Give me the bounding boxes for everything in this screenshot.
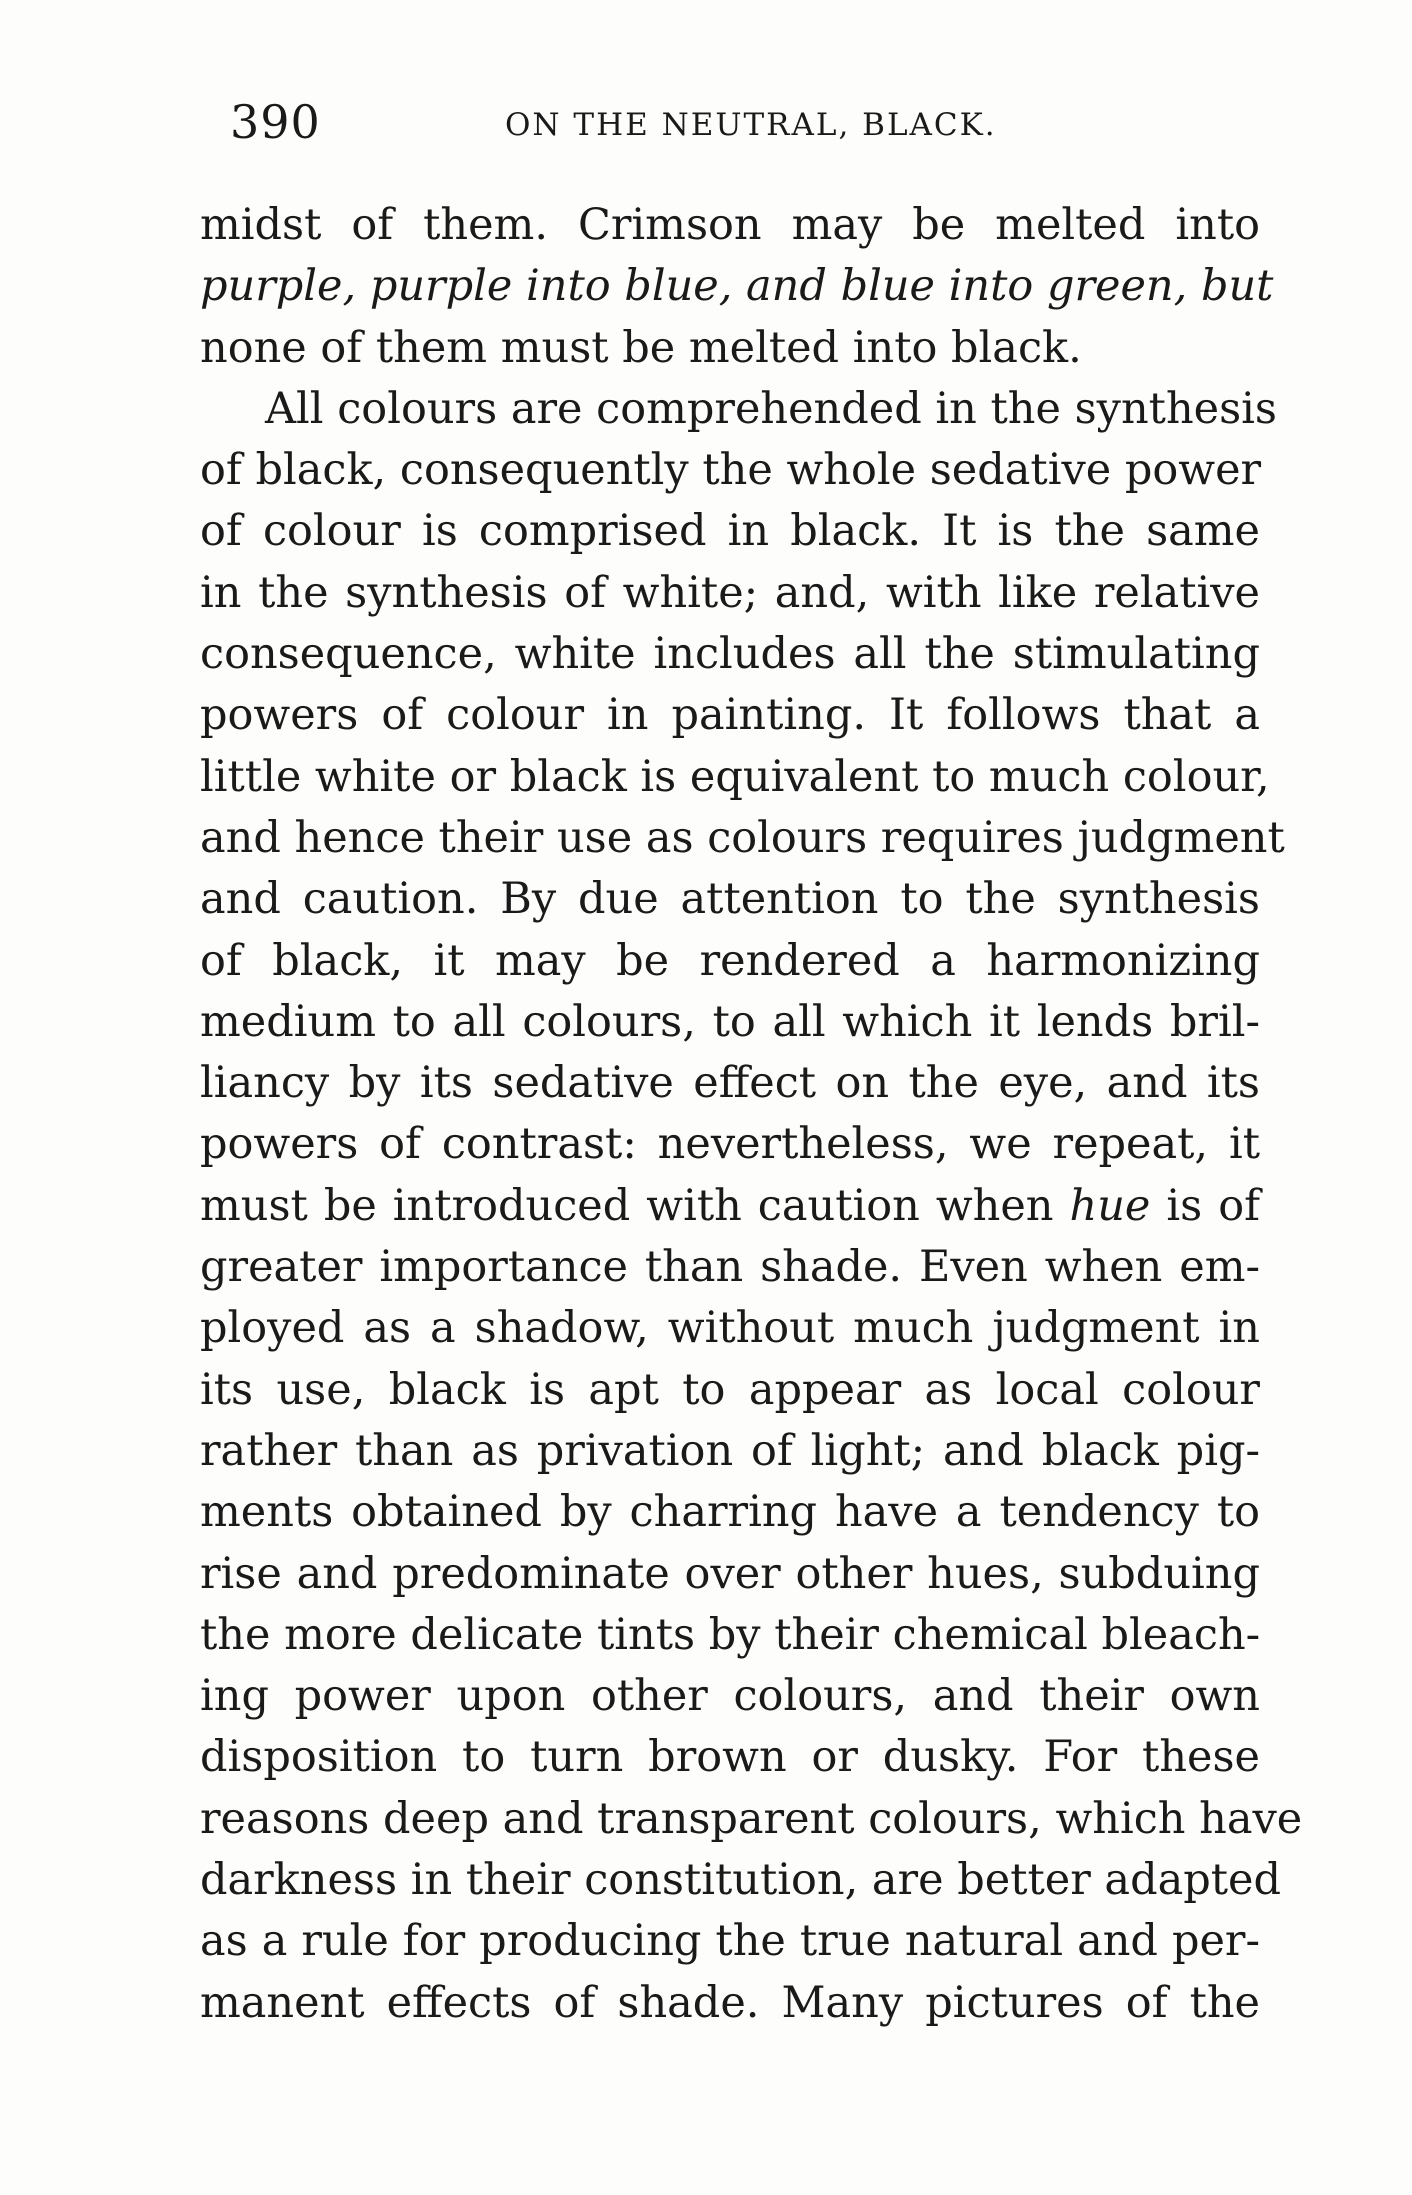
text-line (200, 256, 1274, 317)
text-line: the more delicate tints by their chemical bleach- (200, 1609, 1261, 1660)
text-segment: is of (1166, 1180, 1260, 1231)
italic-text: hue (1069, 1180, 1151, 1231)
text-line: as a rule for producing the true natural and per- (200, 1916, 1260, 1967)
italic-text: purple, purple into blue, and blue into green, but (200, 261, 1274, 312)
text-line: powers of colour in painting. It follows that a (200, 690, 1260, 741)
body-text (200, 195, 1303, 2034)
text-line: little white or black is equivalent to much colour, (200, 751, 1270, 802)
text-line: and caution. By due attention to the synthesis (200, 874, 1260, 925)
text-line: ployed as a shadow, without much judgment in (200, 1303, 1260, 1354)
text-line: medium to all colours, to all which it lends bril- (200, 996, 1260, 1047)
text-line: reasons deep and transparent colours, which have (200, 1793, 1303, 1844)
text-line: in the synthesis of white; and, with like relative (200, 567, 1260, 618)
text-line: ments obtained by charring have a tendency to (200, 1487, 1260, 1538)
page-header (230, 95, 1240, 155)
text-line: its use, black is apt to appear as local colour (200, 1364, 1260, 1415)
running-head: ON THE NEUTRAL, BLACK. (505, 107, 997, 143)
text-line: disposition to turn brown or dusky. For these (200, 1732, 1260, 1783)
text-line: of black, it may be rendered a harmonizing (200, 935, 1260, 986)
text-line: none of them must be melted into black. (200, 322, 1082, 373)
text-line: midst of them. Crimson may be melted into (200, 200, 1260, 250)
text-line: consequence, white includes all the stimulating (200, 629, 1260, 680)
text-line: powers of contrast: nevertheless, we repeat, it (200, 1119, 1260, 1170)
text-line (200, 1176, 1260, 1237)
text-segment: must be introduced with caution when (200, 1180, 1054, 1231)
page-number: 390 (230, 95, 321, 149)
text-line: and hence their use as colours requires judgment (200, 812, 1285, 863)
text-line: greater importance than shade. Even when em- (200, 1242, 1260, 1293)
text-line: darkness in their constitution, are better adapted (200, 1855, 1282, 1906)
text-line: manent effects of shade. Many pictures of the (200, 1977, 1260, 2028)
text-line: ing power upon other colours, and their own (200, 1671, 1260, 1722)
text-line: rather than as privation of light; and black pig- (200, 1425, 1260, 1476)
text-line: rise and predominate over other hues, subduing (200, 1548, 1260, 1599)
text-line: of black, consequently the whole sedative power (200, 445, 1262, 496)
text-line: of colour is comprised in black. It is the same (200, 506, 1260, 557)
text-line: liancy by its sedative effect on the eye, and its (200, 1058, 1260, 1109)
text-line: All colours are comprehended in the synthesis (265, 383, 1277, 434)
